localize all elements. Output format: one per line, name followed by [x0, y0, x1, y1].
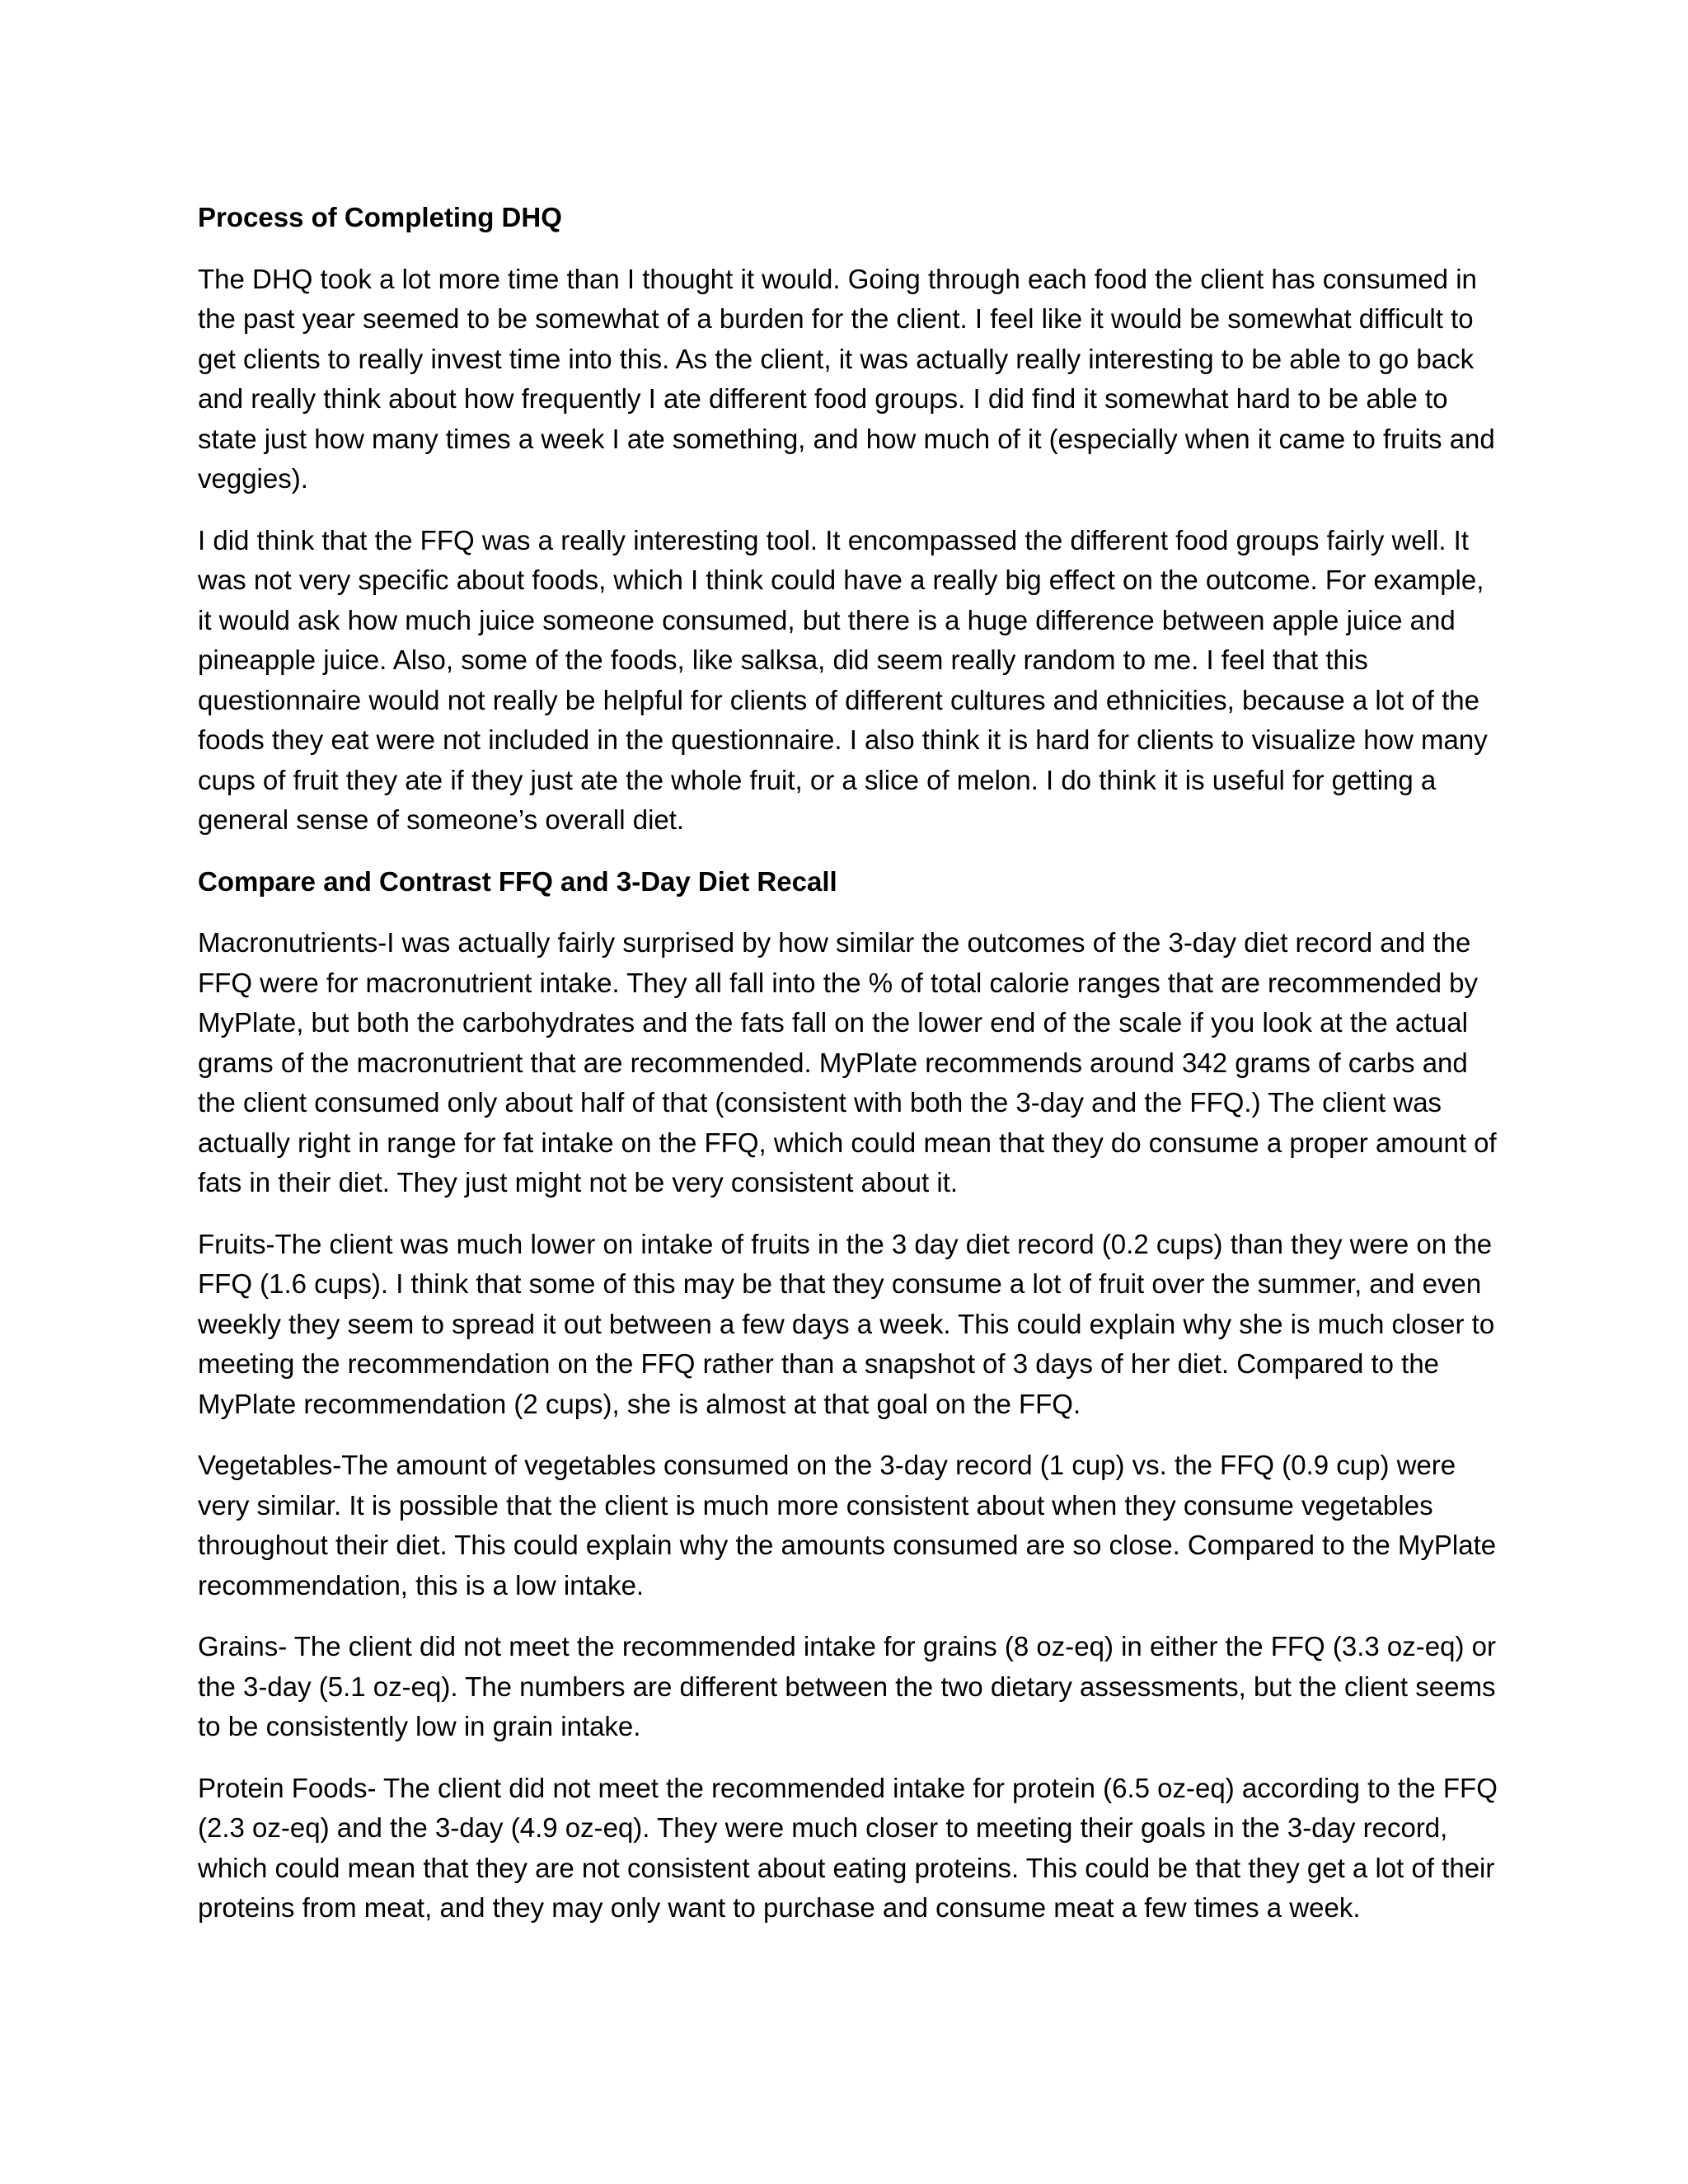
paragraph-vegetables: Vegetables-The amount of vegetables consumed on the 3-day record (1 cup) vs. the FFQ (0.9 cup) were very similar. It is possible that the client is much more consistent about when they consume vegetables throughout their diet. This could explain why the amounts consumed are so close. Compared to the MyPlate recommendation, this is a low intake.: [198, 1450, 1497, 1601]
section-heading: Process of Completing DHQ: [198, 202, 562, 232]
document-page: [198, 198, 1500, 1950]
section-heading: Compare and Contrast FFQ and 3-Day Diet Recall: [198, 865, 837, 897]
paragraph-fruits: Fruits-The client was much lower on intake of fruits in the 3 day diet record (0.2 cups) than they were on the FFQ (1.6 cups). I think that some of this may be that they consume a lot of fruit over the summer, and even weekly they seem to spread it out between a few days a week. This could explain why she is much closer to meeting the recommendation on the FFQ rather than a snapshot of 3 days of her diet. Compared to the MyPlate recommendation (2 cups), she is almost at that goal on the FFQ.: [198, 1228, 1495, 1419]
paragraph: I did think that the FFQ was a really interesting tool. It encompassed the different food groups fairly well. It was not very specific about foods, which I think could have a really big effect on the outcome. For example, it would ask how much juice someone consumed, but there is a huge difference between apple juice and pineapple juice. Also, some of the foods, like salksa, did seem really random to me. I feel that this questionnaire would not really be helpful for clients of different cultures and ethnicities, because a lot of the foods they eat were not included in the questionnaire. I also think it is hard for clients to visualize how many cups of fruit they ate if they just ate the whole fruit, or a slice of melon. I do think it is useful for getting a general sense of someone’s overall diet.: [198, 524, 1488, 835]
paragraph: The DHQ took a lot more time than I thought it would. Going through each food the client has consumed in the past year seemed to be somewhat of a burden for the client. I feel like it would be somewhat difficult to get clients to really invest time into this. As the client, it was actually really interesting to be able to go back and really think about how frequently I ate different food groups. I did find it somewhat hard to be able to state just how many times a week I ate something, and how much of it (especially when it came to fruits and veggies).: [198, 263, 1495, 494]
section-dhq-process: [198, 198, 1500, 841]
paragraph-macronutrients: Macronutrients-I was actually fairly surprised by how similar the outcomes of the 3-day diet record and the FFQ were for macronutrient intake. They all fall into the % of total calorie ranges that are recommended by MyPlate, but both the carbohydrates and the fats fall on the lower end of the scale if you look at the actual grams of the macronutrient that are recommended. MyPlate recommends around 342 grams of carbs and the client consumed only about half of that (consistent with both the 3-day and the FFQ.) The client was actually right in range for fat intake on the FFQ, which could mean that they do consume a proper amount of fats in their diet. They just might not be very consistent about it.: [198, 927, 1497, 1197]
paragraph-protein-foods: Protein Foods- The client did not meet the recommended intake for protein (6.5 oz-eq) according to the FFQ (2.3 oz-eq) and the 3-day (4.9 oz-eq). They were much closer to meeting their goals in the 3-day record, which could mean that they are not consistent about eating proteins. This could be that they get a lot of their proteins from meat, and they may only want to purchase and consume meat a few times a week.: [198, 1772, 1498, 1923]
paragraph-grains: Grains- The client did not meet the recommended intake for grains (8 oz-eq) in either the FFQ (3.3 oz-eq) or the 3-day (5.1 oz-eq). The numbers are different between the two dietary assessments, but the client seems to be consistently low in grain intake.: [198, 1631, 1496, 1741]
section-compare-contrast: [198, 862, 1500, 1929]
